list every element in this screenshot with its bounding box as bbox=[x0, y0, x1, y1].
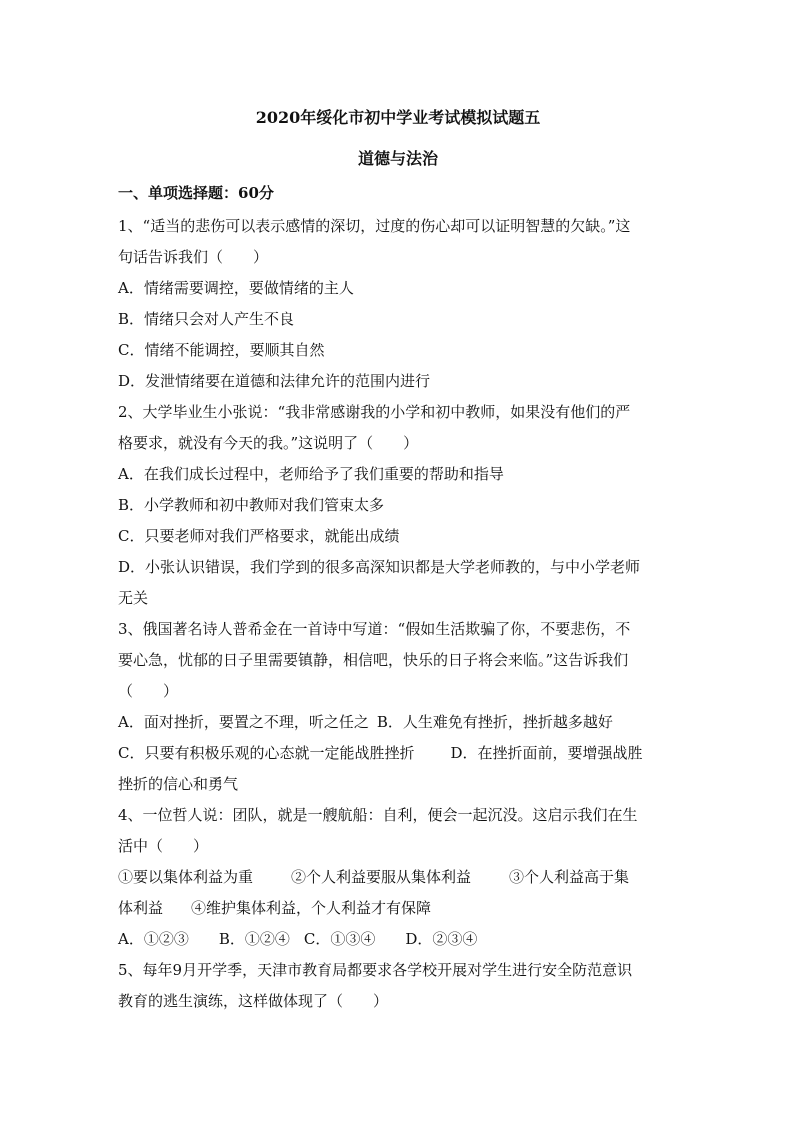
q4-item-4: ④维护集体利益，个人利益才有保障 bbox=[191, 899, 432, 917]
q4-item-2: ②个人利益要服从集体利益 bbox=[291, 868, 472, 886]
q2-option-d: D．小张认识错误，我们学到的很多高深知识都是大学老师教的，与中小学老师 bbox=[118, 558, 641, 576]
q3-option-b: B．人生难免有挫折，挫折越多越好 bbox=[376, 713, 613, 731]
q4-item-1: ①要以集体利益为重 bbox=[118, 868, 254, 886]
q2-option-a: A．在我们成长过程中，老师给予了我们重要的帮助和指导 bbox=[118, 465, 504, 483]
q3-option-d-cont: 挫折的信心和勇气 bbox=[118, 775, 239, 793]
exam-page bbox=[118, 100, 678, 1017]
q4-item-3-cont: 体利益 bbox=[118, 899, 164, 917]
q3-options-row-2 bbox=[118, 738, 678, 769]
exam-title: 2020年绥化市初中学业考试模拟试题五 bbox=[255, 108, 541, 127]
q3-stem-line-3: （ ） bbox=[118, 682, 179, 700]
q4-item-3: ③个人利益高于集 bbox=[509, 868, 630, 886]
q1-option-c: C．情绪不能调控，要顺其自然 bbox=[118, 341, 325, 359]
q5-stem-line-2: 教育的逃生演练，这样做体现了（ ） bbox=[118, 992, 389, 1010]
q2-stem-line-2: 格要求，就没有今天的我。”这说明了（ ） bbox=[118, 434, 419, 452]
q1-stem-line-2: 句话告诉我们（ ） bbox=[118, 248, 269, 266]
q4-option-b: B．①②④ bbox=[218, 930, 290, 948]
q4-option-a: A．①②③ bbox=[118, 930, 189, 948]
q2-option-b: B．小学教师和初中教师对我们管束太多 bbox=[118, 496, 385, 514]
q1-stem-line-1: 1、“适当的悲伤可以表示感情的深切，过度的伤心却可以证明智慧的欠缺。”这 bbox=[118, 217, 631, 235]
q2-option-d-cont: 无关 bbox=[118, 589, 149, 607]
q4-stem-line-2: 活中（ ） bbox=[118, 837, 209, 855]
q4-option-d: D．②③④ bbox=[405, 930, 478, 948]
q4-option-c: C．①③④ bbox=[303, 930, 376, 948]
q3-option-d: D．在挫折面前，要增强战胜 bbox=[450, 744, 643, 762]
q1-option-a: A．情绪需要调控，要做情绪的主人 bbox=[118, 279, 354, 297]
q3-options-row-1 bbox=[118, 707, 678, 738]
q3-option-a: A．面对挫折，要置之不理，听之任之 bbox=[118, 713, 369, 731]
section-heading: 一、单项选择题：60分 bbox=[118, 184, 274, 202]
q1-option-d: D．发泄情绪要在道德和法律允许的范围内进行 bbox=[118, 372, 431, 390]
q3-option-c: C．只要有积极乐观的心态就一定能战胜挫折 bbox=[118, 744, 415, 762]
q4-options-row bbox=[118, 924, 678, 955]
q3-stem-line-2: 要心急，忧郁的日子里需要镇静，相信吧，快乐的日子将会来临。”这告诉我们 bbox=[118, 651, 629, 669]
q2-stem-line-1: 2、大学毕业生小张说：“我非常感谢我的小学和初中教师，如果没有他们的严 bbox=[118, 403, 631, 421]
q4-items-row-1 bbox=[118, 862, 678, 893]
exam-subject: 道德与法治 bbox=[357, 149, 438, 168]
q1-option-b: B．情绪只会对人产生不良 bbox=[118, 310, 295, 328]
q4-stem-line-1: 4、一位哲人说：团队，就是一艘航船：自利，便会一起沉没。这启示我们在生 bbox=[118, 806, 638, 824]
q5-stem-line-1: 5、每年9月开学季，天津市教育局都要求各学校开展对学生进行安全防范意识 bbox=[118, 961, 633, 979]
q3-stem-line-1: 3、俄国著名诗人普希金在一首诗中写道：“假如生活欺骗了你，不要悲伤，不 bbox=[118, 620, 631, 638]
q4-items-row-2 bbox=[118, 893, 678, 924]
q2-option-c: C．只要老师对我们严格要求，就能出成绩 bbox=[118, 527, 400, 545]
